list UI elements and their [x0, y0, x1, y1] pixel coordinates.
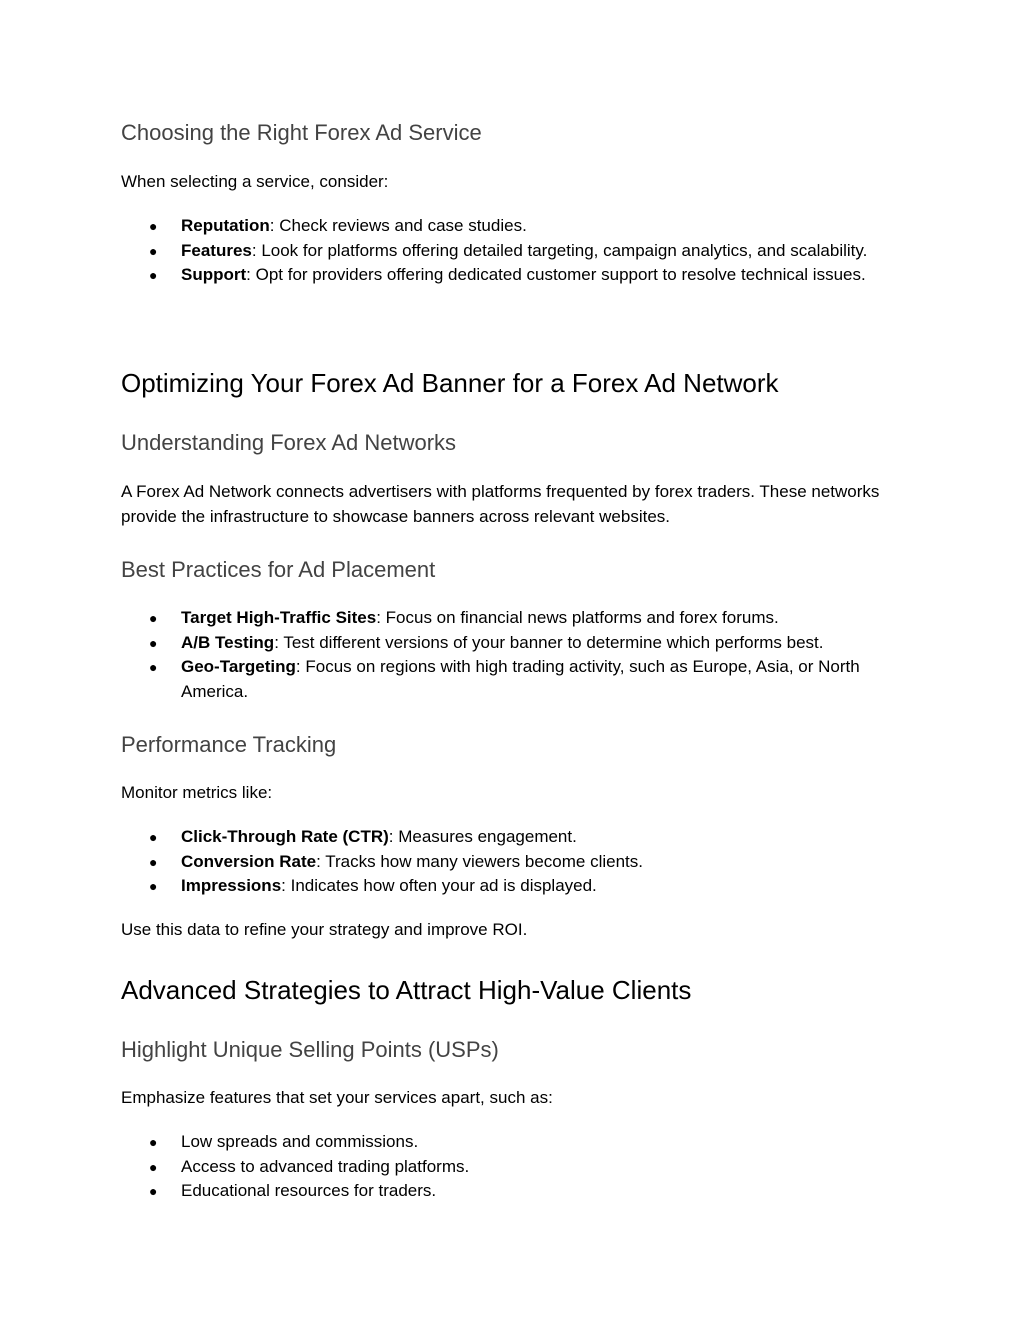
list-item-term: Impressions — [181, 876, 282, 895]
heading-best-practices: Best Practices for Ad Placement — [121, 557, 436, 582]
heading-choosing: Choosing the Right Forex Ad Service — [121, 120, 482, 145]
usps-intro: Emphasize features that set your services apart, such as: — [121, 1088, 553, 1107]
bullet-icon: ● — [149, 853, 158, 870]
bullet-icon: ● — [149, 267, 158, 283]
list-item-text: Educational resources for traders. — [181, 1181, 437, 1200]
list-item — [121, 1179, 891, 1204]
list-item — [121, 263, 891, 288]
list-item — [121, 1155, 891, 1180]
choosing-list — [121, 214, 891, 288]
list-item-text: : Test different versions of your banner to determine which performs best. — [274, 632, 824, 652]
usps-list — [121, 1130, 891, 1204]
list-item-term: Geo-Targeting — [181, 657, 296, 676]
bullet-icon: ● — [149, 634, 158, 651]
list-item — [121, 850, 891, 875]
list-item — [121, 606, 891, 631]
bullet-icon: ● — [149, 1134, 158, 1150]
heading-performance: Performance Tracking — [121, 732, 337, 757]
list-item — [121, 1130, 891, 1155]
list-item-text: : Look for platforms offering detailed targeting, campaign analytics, and scalability. — [251, 240, 868, 260]
list-item-term: Click-Through Rate (CTR) — [181, 827, 389, 846]
list-item — [121, 874, 891, 899]
bullet-icon: ● — [149, 1158, 158, 1175]
list-item-text: Low spreads and commissions. — [181, 1132, 419, 1151]
heading-usps: Highlight Unique Selling Points (USPs) — [121, 1037, 499, 1062]
performance-list — [121, 825, 891, 899]
performance-intro: Monitor metrics like: — [121, 783, 273, 802]
list-item-term: Features — [181, 240, 252, 260]
list-item — [121, 239, 891, 264]
bullet-icon: ● — [149, 829, 158, 845]
understanding-body: A Forex Ad Network connects advertisers with platforms frequented by forex traders. These networks provide the infrastructure to showcase banners across relevant websites. — [121, 482, 880, 526]
list-item-text: Access to advanced trading platforms. — [181, 1156, 470, 1176]
list-item-term: Reputation — [181, 216, 270, 235]
heading-optimizing: Optimizing Your Forex Ad Banner for a Forex Ad Network — [121, 368, 779, 398]
list-item-text: : Check reviews and case studies. — [269, 216, 527, 235]
heading-advanced: Advanced Strategies to Attract High-Value Clients — [121, 975, 692, 1005]
bullet-icon: ● — [149, 1183, 158, 1199]
list-item-text: : Measures engagement. — [388, 827, 577, 846]
list-item — [121, 655, 891, 704]
bullet-icon: ● — [149, 242, 158, 259]
best-practices-list — [121, 606, 891, 704]
list-item-term: Conversion Rate — [181, 851, 317, 871]
list-item-text: : Tracks how many viewers become clients. — [316, 851, 643, 871]
list-item — [121, 214, 891, 239]
list-item-term: A/B Testing — [181, 632, 275, 652]
list-item-term: Target High-Traffic Sites — [181, 608, 377, 627]
list-item-text: : Focus on regions with high trading activity, such as Europe, Asia, or North America. — [181, 657, 860, 701]
bullet-icon: ● — [149, 659, 158, 675]
performance-outro: Use this data to refine your strategy and improve ROI. — [121, 920, 528, 939]
bullet-icon: ● — [149, 878, 158, 894]
list-item-text: : Focus on financial news platforms and forex forums. — [376, 608, 779, 627]
heading-understanding: Understanding Forex Ad Networks — [121, 430, 457, 455]
list-item — [121, 825, 891, 850]
choosing-intro: When selecting a service, consider: — [121, 172, 389, 191]
list-item-text: : Opt for providers offering dedicated customer support to resolve technical issues. — [246, 265, 866, 284]
list-item-text: : Indicates how often your ad is displayed. — [281, 876, 597, 895]
list-item-term: Support — [181, 265, 247, 284]
bullet-icon: ● — [149, 610, 158, 626]
bullet-icon: ● — [149, 218, 158, 234]
list-item — [121, 631, 891, 656]
